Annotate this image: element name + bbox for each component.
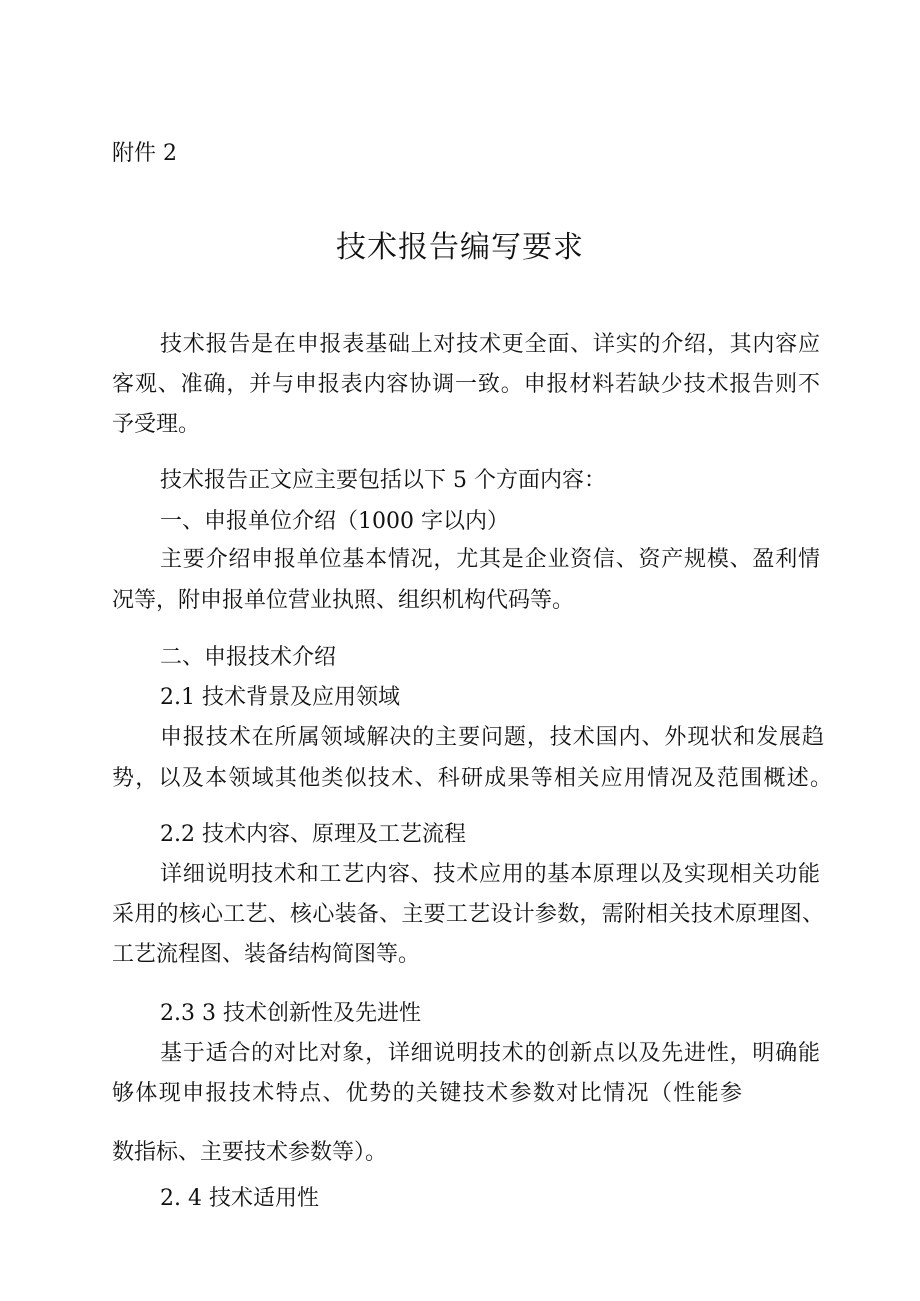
sub3-line-2: 够体现申报技术特点、优势的关键技术参数对比情况（性能参 [112,1081,742,1106]
section2-heading: 二、申报技术介绍 [160,645,337,670]
sub2-line-3: 工艺流程图、装备结构简图等。 [112,942,421,967]
sub4-heading: 2. 4 技术适用性 [160,1186,319,1211]
content-intro: 技术报告正文应主要包括以下 5 个方面内容： [160,468,606,493]
intro-line-1: 技术报告是在申报表基础上对技术更全面、详实的介绍，其内容应 [160,332,820,357]
sub2-line-1: 详细说明技术和工艺内容、技术应用的基本原理以及实现相关功能 [160,862,820,887]
intro-line-2: 客观、准确，并与申报表内容协调一致。申报材料若缺少技术报告则不 [112,372,820,397]
section1-line-2: 况等，附申报单位营业执照、组织机构代码等。 [112,588,575,613]
sub1-line-2: 势，以及本领域其他类似技术、科研成果等相关应用情况及范围概述。 [112,766,832,791]
sub3-heading: 2.3 3 技术创新性及先进性 [160,1001,421,1026]
sub2-line-2: 采用的核心工艺、核心装备、主要工艺设计参数，需附相关技术原理图、 [112,902,824,927]
intro-line-3: 予受理。 [112,412,201,437]
section1-line-1: 主要介绍申报单位基本情况，尤其是企业资信、资产规模、盈利情 [160,547,820,572]
sub3-line-1: 基于适合的对比对象，详细说明技术的创新点以及先进性，明确能 [160,1041,820,1066]
sub1-line-1: 申报技术在所属领域解决的主要问题，技术国内、外现状和发展趋 [160,725,824,750]
sub2-heading: 2.2 技术内容、原理及工艺流程 [160,822,466,847]
sub1-heading: 2.1 技术背景及应用领域 [160,685,400,710]
attachment-label: 附件 2 [112,141,177,166]
section1-heading: 一、申报单位介绍（1000 字以内） [160,509,509,534]
sub3-line-3: 数指标、主要技术参数等）。 [112,1140,388,1165]
document-title: 技术报告编写要求 [336,230,584,265]
